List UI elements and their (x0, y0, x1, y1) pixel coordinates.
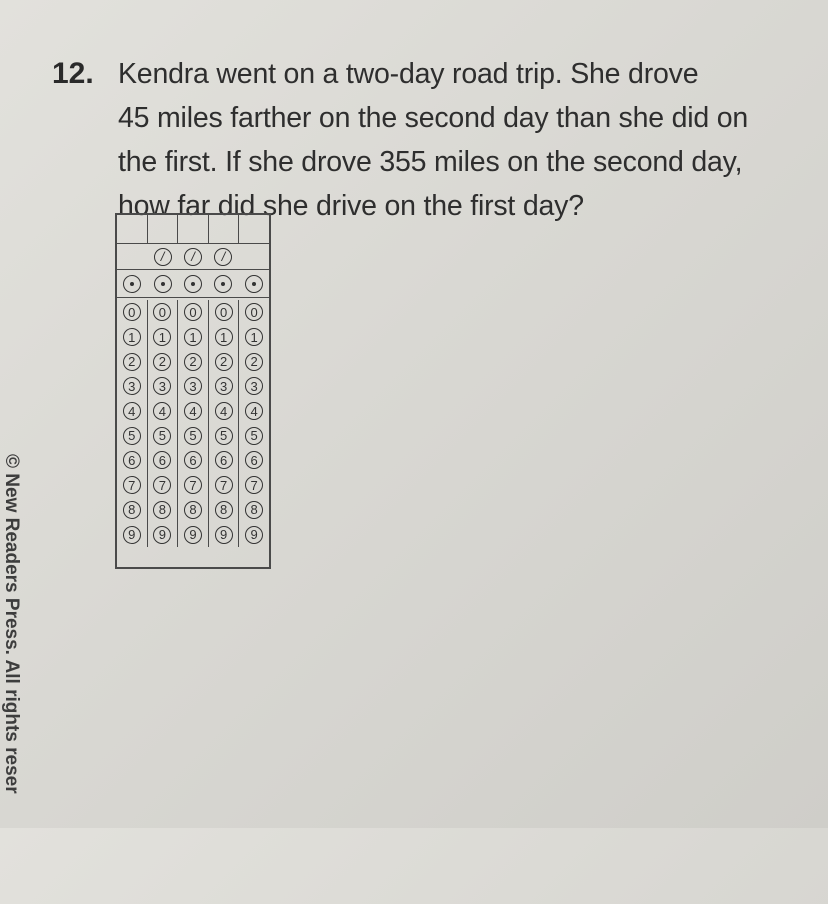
question-line: 45 miles farther on the second day than she did on (118, 102, 749, 134)
fraction-bubble[interactable]: / (154, 248, 172, 266)
decimal-bubble[interactable] (154, 275, 172, 293)
digit-row (117, 300, 269, 325)
copyright-notice: © New Readers Press. All rights reser (1, 454, 22, 794)
decimal-bubble[interactable] (184, 275, 202, 293)
answer-box[interactable] (148, 215, 179, 243)
digit-bubble[interactable]: 8 (245, 501, 263, 519)
digit-bubble[interactable]: 9 (184, 526, 202, 544)
digit-bubble[interactable]: 8 (215, 501, 233, 519)
digit-bubble[interactable]: 9 (215, 526, 233, 544)
digit-bubble[interactable]: 0 (184, 303, 202, 321)
answer-box[interactable] (209, 215, 240, 243)
digit-bubble[interactable]: 9 (123, 526, 141, 544)
digit-bubble[interactable]: 1 (153, 328, 171, 346)
question-line: Kendra went on a two-day road trip. She drove (118, 58, 699, 90)
digit-row (117, 448, 269, 473)
digit-bubble[interactable]: 3 (153, 377, 171, 395)
digit-bubble[interactable]: 1 (215, 328, 233, 346)
digit-bubble[interactable]: 3 (123, 377, 141, 395)
digit-bubble[interactable]: 0 (123, 303, 141, 321)
digit-bubble[interactable]: 1 (123, 328, 141, 346)
digit-bubble[interactable]: 6 (184, 451, 202, 469)
digit-bubble[interactable]: 7 (245, 476, 263, 494)
digit-bubble[interactable]: 0 (215, 303, 233, 321)
digit-bubble[interactable]: 4 (123, 402, 141, 420)
digit-bubble[interactable]: 8 (123, 501, 141, 519)
digit-bubble[interactable]: 5 (184, 427, 202, 445)
digit-bubble[interactable]: 7 (215, 476, 233, 494)
digit-bubble[interactable]: 1 (184, 328, 202, 346)
digit-bubble[interactable]: 2 (153, 353, 171, 371)
digit-bubble[interactable]: 4 (184, 402, 202, 420)
answer-grid (115, 213, 271, 569)
decimal-bubble[interactable] (214, 275, 232, 293)
digit-bubble[interactable]: 9 (245, 526, 263, 544)
digit-bubble[interactable]: 0 (245, 303, 263, 321)
digit-row (117, 423, 269, 448)
fraction-bubble[interactable]: / (214, 248, 232, 266)
digit-row (117, 399, 269, 424)
question-line: how far did she drive on the first day? (118, 190, 584, 222)
digit-row (117, 374, 269, 399)
digit-bubble[interactable]: 2 (184, 353, 202, 371)
answer-box[interactable] (239, 215, 269, 243)
digit-bubble-rows (117, 298, 269, 547)
digit-bubble[interactable]: 3 (215, 377, 233, 395)
digit-bubble[interactable]: 2 (245, 353, 263, 371)
digit-row (117, 522, 269, 547)
digit-bubble[interactable]: 5 (123, 427, 141, 445)
digit-bubble[interactable]: 4 (153, 402, 171, 420)
digit-bubble[interactable]: 2 (123, 353, 141, 371)
question-number: 12. (52, 57, 94, 90)
fraction-bubble[interactable]: / (184, 248, 202, 266)
decimal-bubble[interactable] (123, 275, 141, 293)
digit-bubble[interactable]: 3 (184, 377, 202, 395)
digit-bubble[interactable]: 5 (153, 427, 171, 445)
digit-bubble[interactable]: 1 (245, 328, 263, 346)
answer-box[interactable] (117, 215, 148, 243)
digit-bubble[interactable]: 7 (184, 476, 202, 494)
digit-bubble[interactable]: 7 (123, 476, 141, 494)
digit-bubble[interactable]: 2 (215, 353, 233, 371)
answer-entry-row (117, 215, 269, 244)
digit-bubble[interactable]: 8 (184, 501, 202, 519)
digit-bubble[interactable]: 8 (153, 501, 171, 519)
question-line: the first. If she drove 355 miles on the second day, (118, 146, 743, 178)
digit-bubble[interactable]: 6 (245, 451, 263, 469)
decimal-point-row (117, 270, 269, 298)
answer-box[interactable] (178, 215, 209, 243)
digit-bubble[interactable]: 4 (215, 402, 233, 420)
digit-bubble[interactable]: 6 (215, 451, 233, 469)
digit-row (117, 498, 269, 523)
digit-bubble[interactable]: 6 (123, 451, 141, 469)
digit-bubble[interactable]: 9 (153, 526, 171, 544)
digit-row (117, 473, 269, 498)
digit-bubble[interactable]: 3 (245, 377, 263, 395)
digit-bubble[interactable]: 7 (153, 476, 171, 494)
digit-bubble[interactable]: 4 (245, 402, 263, 420)
digit-row (117, 325, 269, 350)
digit-bubble[interactable]: 5 (215, 427, 233, 445)
digit-bubble[interactable]: 0 (153, 303, 171, 321)
digit-row (117, 349, 269, 374)
fraction-bar-row (117, 244, 269, 270)
digit-bubble[interactable]: 6 (153, 451, 171, 469)
question-text (118, 52, 812, 228)
digit-bubble[interactable]: 5 (245, 427, 263, 445)
decimal-bubble[interactable] (245, 275, 263, 293)
